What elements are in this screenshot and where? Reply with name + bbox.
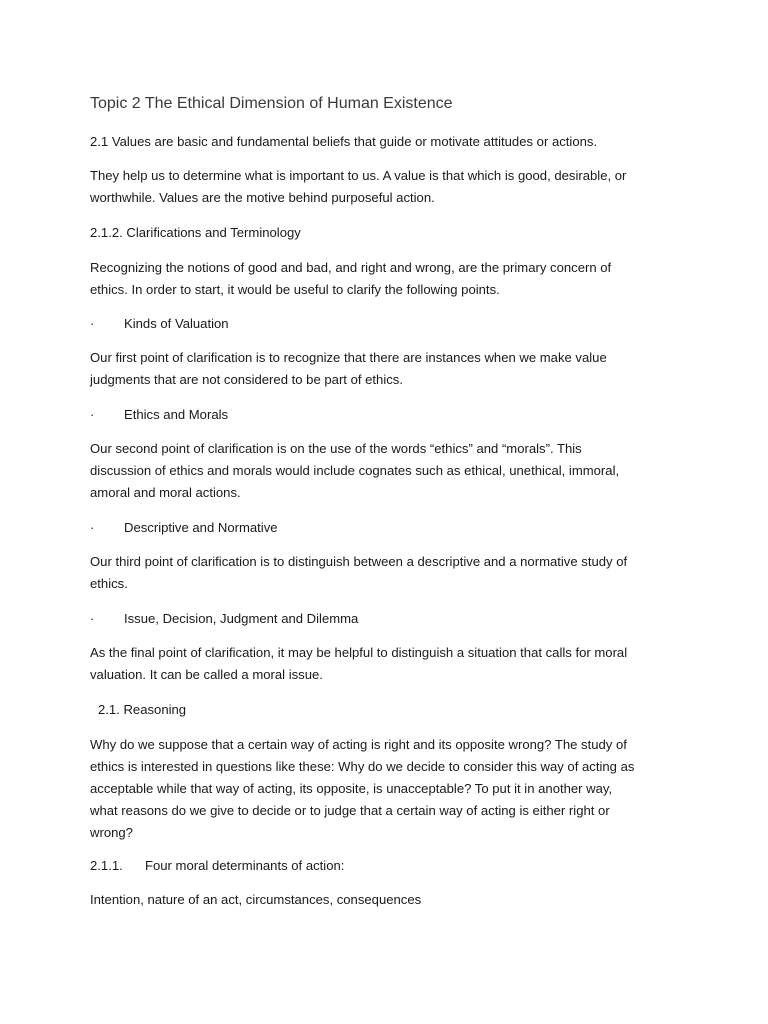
paragraph-line: discussion of ethics and morals would include cognates such as ethical, unethical, immoral, (90, 463, 620, 478)
paragraph-line: Intention, nature of an act, circumstances, consequences (90, 892, 422, 907)
paragraph-values-definition (90, 131, 680, 153)
document-title: Topic 2 The Ethical Dimension of Human Existence (90, 95, 453, 112)
bullet-icon: · (90, 407, 95, 422)
bullet-label: Kinds of Valuation (124, 316, 229, 331)
paragraph-line: ethics. In order to start, it would be useful to clarify the following points. (90, 282, 500, 297)
bullet-icon: · (90, 611, 95, 626)
paragraph-second-clarification (90, 438, 680, 504)
paragraph-final-clarification (90, 642, 680, 686)
paragraph-determinants-list (90, 889, 680, 911)
bullet-icon: · (90, 316, 95, 331)
section-heading-reasoning: 2.1. Reasoning (98, 702, 187, 717)
bullet-item-ethics-and-morals (90, 404, 228, 426)
paragraph-third-clarification (90, 551, 680, 595)
bullet-icon: · (90, 520, 95, 535)
bullet-label: Descriptive and Normative (124, 520, 278, 535)
paragraph-line: wrong? (90, 825, 133, 840)
bullet-item-kinds-of-valuation (90, 313, 229, 335)
paragraph-line: valuation. It can be called a moral issue. (90, 667, 323, 682)
paragraph-reasoning (90, 734, 680, 844)
bullet-item-issue-decision (90, 608, 358, 630)
bullet-item-descriptive-normative (90, 517, 278, 539)
paragraph-line: Our third point of clarification is to distinguish between a descriptive and a normative study of (90, 554, 628, 569)
paragraph-line: ethics is interested in questions like these: Why do we decide to consider this way of acting as (90, 759, 635, 774)
paragraph-line: judgments that are not considered to be part of ethics. (90, 372, 403, 387)
paragraph-line: As the final point of clarification, it may be helpful to distinguish a situation that calls for moral (90, 645, 628, 660)
paragraph-line: what reasons do we give to decide or to judge that a certain way of acting is either right or (90, 803, 610, 818)
paragraph-line: They help us to determine what is important to us. A value is that which is good, desirable, or (90, 168, 627, 183)
paragraph-values-purpose (90, 165, 680, 209)
bullet-label: Ethics and Morals (124, 407, 229, 422)
paragraph-line: ethics. (90, 576, 128, 591)
section-heading-determinants (90, 855, 344, 877)
paragraph-line: acceptable while that way of acting, its opposite, is unacceptable? To put it in another way, (90, 781, 613, 796)
paragraph-first-clarification (90, 347, 680, 391)
paragraph-line: Our second point of clarification is on the use of the words “ethics” and “morals”. This (90, 441, 582, 456)
paragraph-line: Our first point of clarification is to recognize that there are instances when we make value (90, 350, 607, 365)
section-number: 2.1.1. (90, 858, 123, 873)
section-heading-text: Four moral determinants of action: (145, 858, 345, 873)
paragraph-line: Why do we suppose that a certain way of acting is right and its opposite wrong? The study of (90, 737, 627, 752)
paragraph-line: Recognizing the notions of good and bad, and right and wrong, are the primary concern of (90, 260, 612, 275)
paragraph-line: worthwhile. Values are the motive behind purposeful action. (90, 190, 435, 205)
section-heading-clarifications: 2.1.2. Clarifications and Terminology (90, 225, 301, 240)
bullet-label: Issue, Decision, Judgment and Dilemma (124, 611, 359, 626)
paragraph-line: amoral and moral actions. (90, 485, 241, 500)
paragraph-line: 2.1 Values are basic and fundamental beliefs that guide or motivate attitudes or actions. (90, 134, 598, 149)
paragraph-notions-of-good (90, 257, 680, 301)
